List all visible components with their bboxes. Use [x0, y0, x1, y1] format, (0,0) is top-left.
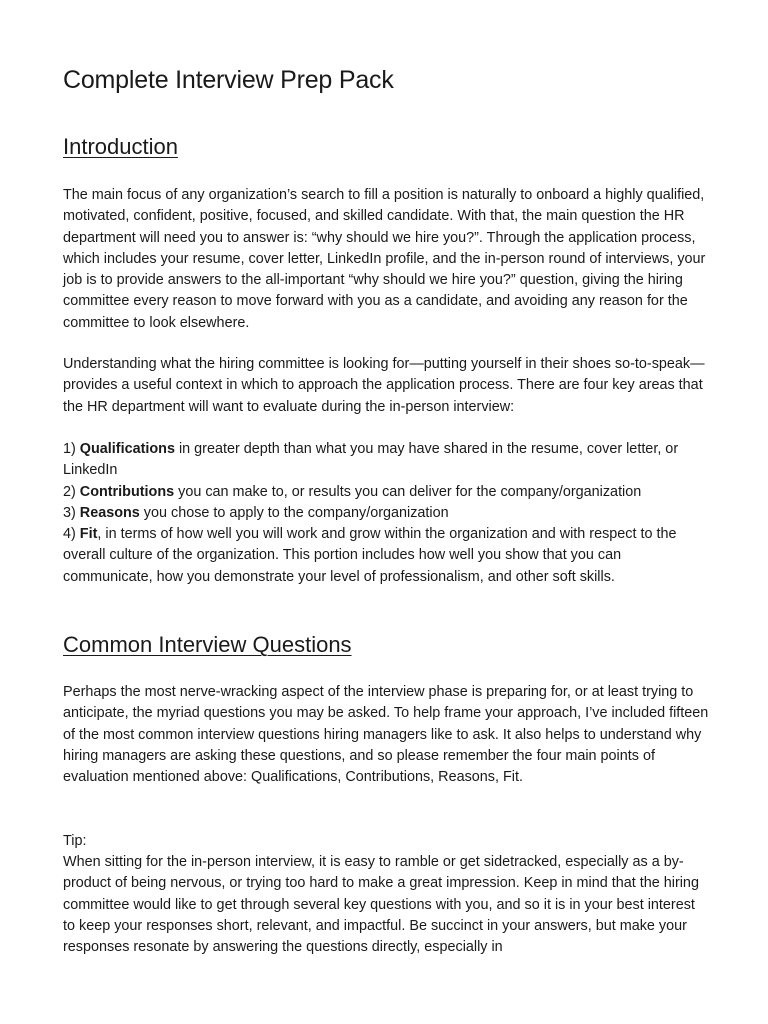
list-item-text: you can make to, or results you can deliver for the company/organization [174, 483, 642, 500]
list-item [63, 482, 709, 503]
list-item-text: in greater depth than what you may have shared in the resume, cover letter, or LinkedIn [63, 441, 679, 479]
list-item-text: , in terms of how well you will work and grow within the organization and with respect to the overall culture of the organization. This portion includes how well you show that you can communicate, how you demonstrate your level of professionalism, and other soft skills. [63, 526, 677, 585]
section-heading-introduction: Introduction [63, 134, 178, 159]
list-item-number: 2) [63, 483, 76, 500]
questions-paragraph-1: Perhaps the most nerve-wracking aspect of the interview phase is preparing for, or at least trying to anticipate, the myriad questions you may be asked. To help frame your approach, I’ve included fifteen of the most common interview questions hiring managers like to ask. It also helps to understand why hiring managers are asking these questions, and so please remember the four main points of evaluation mentioned above: Qualifications, Contributions, Reasons, Fit. [63, 684, 709, 786]
section-heading-common-questions: Common Interview Questions [63, 632, 352, 657]
list-item-term: Fit [79, 526, 98, 543]
list-item-term: Qualifications [79, 441, 175, 457]
list-item-number: 3) [63, 504, 76, 521]
tip-label: Tip: [63, 833, 87, 849]
list-item-number: 4) [63, 526, 76, 543]
list-item-number: 1) [63, 441, 76, 457]
evaluation-list [63, 439, 709, 588]
intro-paragraph-2: Understanding what the hiring committee is looking for—putting yourself in their shoes so-to-speak—provides a useful context in which to approach the application process. There are four key areas that the HR department will want to evaluate during the in-person interview: [63, 356, 705, 415]
document-title: Complete Interview Prep Pack [63, 66, 394, 94]
intro-paragraph-1: The main focus of any organization’s search to fill a position is naturally to onboard a highly qualified, motivated, confident, positive, focused, and skilled candidate. With that, the main question the HR department will need you to answer is: “why should we hire you?”. Through the application process, which includes your resume, cover letter, LinkedIn profile, and the in-person round of interviews, your job is to provide answers to the all-important “why should we hire you?” question, giving the hiring committee every reason to move forward with you as a candidate, and avoiding any reason for the committee to look elsewhere. [63, 187, 706, 331]
list-item-text: you chose to apply to the company/organization [139, 504, 449, 521]
list-item-term: Reasons [79, 504, 140, 521]
list-item [63, 524, 709, 588]
list-item-term: Contributions [79, 483, 175, 500]
tip-paragraph: When sitting for the in-person interview, it is easy to ramble or get sidetracked, especially as a by-product of being nervous, or trying too hard to make a great impression. Keep in mind that the hiring committee would like to get through several key questions with you, and so it is in your best interest to keep your responses short, relevant, and impactful. Be succinct in your answers, but make your responses resonate by answering the questions directly, especially in [63, 854, 699, 956]
list-item [63, 439, 709, 482]
list-item [63, 503, 709, 524]
